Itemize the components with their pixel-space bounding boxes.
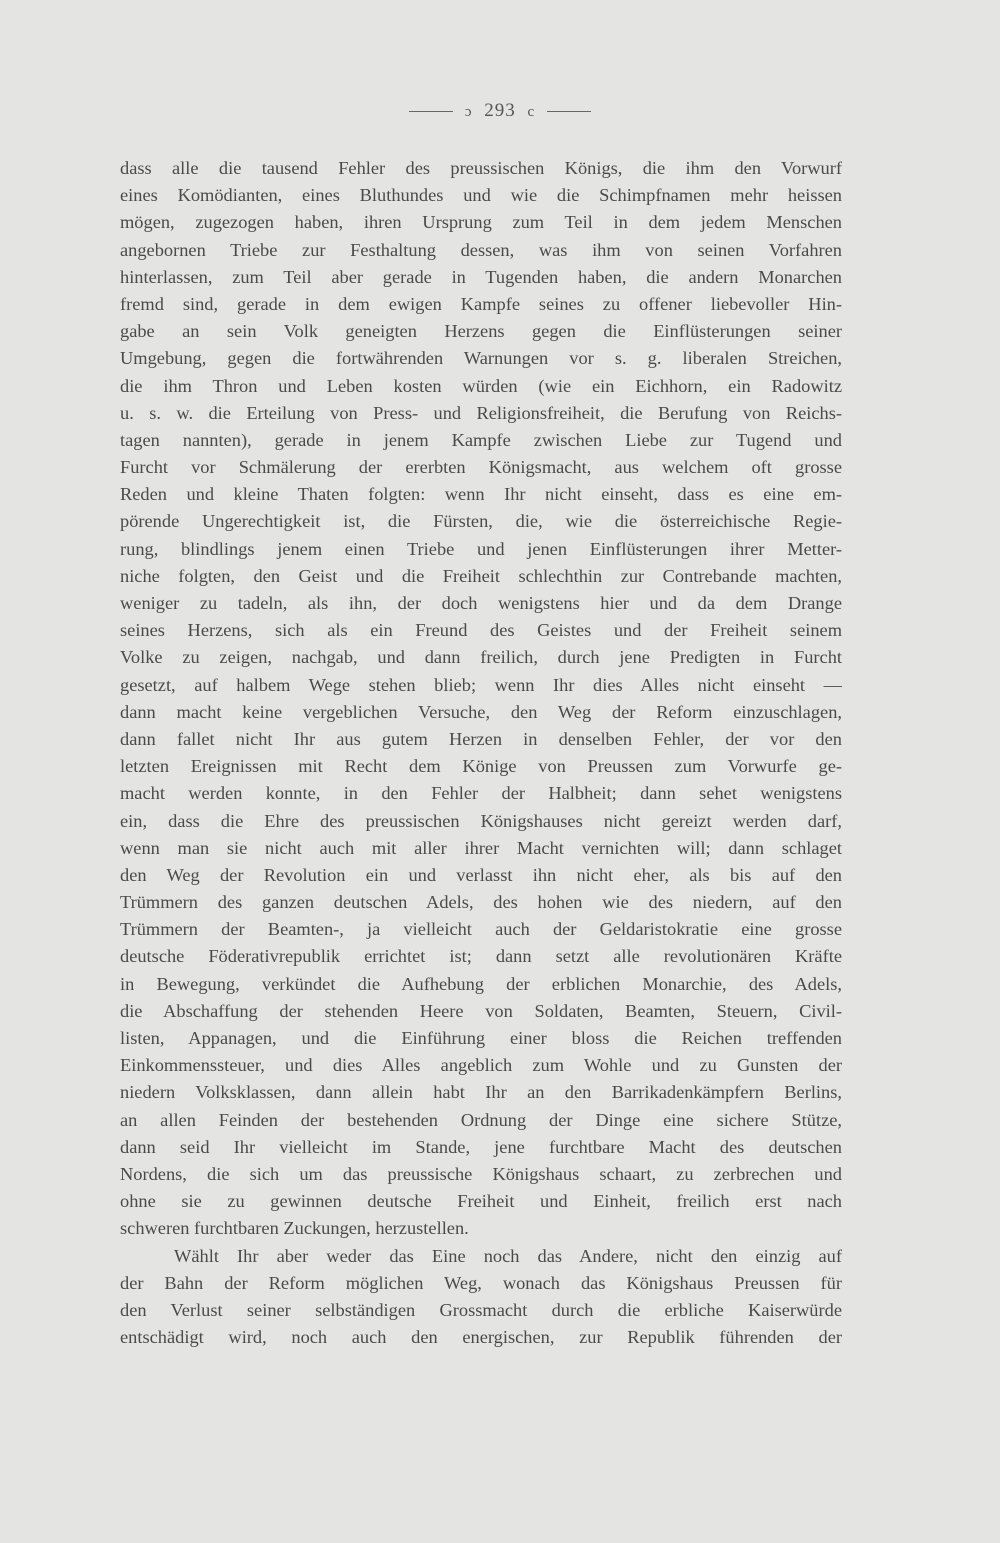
text-line: Umgebung, gegen die fortwährenden Warnungen vor s. g. liberalen Streichen, bbox=[120, 348, 842, 369]
text-line: dann seid Ihr vielleicht im Stande, jene furchtbare Macht des deutschen bbox=[120, 1136, 842, 1157]
text-line: fremd sind, gerade in dem ewigen Kampfe seines zu offener liebevoller Hin- bbox=[120, 293, 842, 314]
text-line: gesetzt, auf halbem Wege stehen blieb; wenn Ihr dies Alles nicht einseht — bbox=[120, 674, 842, 695]
body-text bbox=[120, 155, 842, 1351]
text-line: mögen, zugezogen haben, ihren Ursprung zum Teil in dem jedem Menschen bbox=[120, 212, 842, 233]
text-line: tagen nannten), gerade in jenem Kampfe zwischen Liebe zur Tugend und bbox=[120, 429, 842, 450]
text-line: dann macht keine vergeblichen Versuche, den Weg der Reform einzuschlagen, bbox=[120, 701, 842, 722]
text-line: die ihm Thron und Leben kosten würden (wie ein Eichhorn, ein Radowitz bbox=[120, 375, 842, 396]
text-line: pörende Ungerechtigkeit ist, die Fürsten, die, wie die österreichische Regie- bbox=[120, 511, 842, 532]
page-header bbox=[0, 100, 1000, 122]
text-line: rung, blindlings jenem einen Triebe und jenen Einflüsterungen ihrer Metter- bbox=[120, 538, 842, 559]
text-line: niedern Volksklassen, dann allein habt Ihr an den Barrikadenkämpfern Berlins, bbox=[120, 1082, 842, 1103]
text-line: ein, dass die Ehre des preussischen Königshauses nicht gereizt werden darf, bbox=[120, 810, 842, 831]
header-ornament-right: c bbox=[527, 104, 536, 120]
text-line: in Bewegung, verkündet die Aufhebung der erblichen Monarchie, des Adels, bbox=[120, 973, 842, 994]
text-line: den Verlust seiner selbständigen Grossmacht durch die erbliche Kaiserwürde bbox=[120, 1299, 842, 1320]
text-line: Trümmern der Beamten-, ja vielleicht auch der Geldaristokratie eine grosse bbox=[120, 919, 842, 940]
text-line: der Bahn der Reform möglichen Weg, wonach das Königshaus Preussen für bbox=[120, 1272, 842, 1293]
text-line: Trümmern des ganzen deutschen Adels, des hohen wie des niedern, auf den bbox=[120, 892, 842, 913]
text-line: gabe an sein Volk geneigten Herzens gegen die Einflüsterungen seiner bbox=[120, 321, 842, 342]
text-line: wenn man sie nicht auch mit aller ihrer Macht vernichten will; dann schlaget bbox=[120, 837, 842, 858]
header-rule-left bbox=[409, 111, 453, 112]
paragraph-first-line: Wählt Ihr aber weder das Eine noch das Andere, nicht den einzig auf bbox=[174, 1245, 842, 1266]
text-line: Nordens, die sich um das preussische Königshaus schaart, zu zerbrechen und bbox=[120, 1163, 842, 1184]
text-line: Reden und kleine Thaten folgten: wenn Ihr nicht einseht, dass es eine em- bbox=[120, 484, 842, 505]
text-line: an allen Feinden der bestehenden Ordnung der Dinge eine sichere Stütze, bbox=[120, 1109, 842, 1130]
text-line: Volke zu zeigen, nachgab, und dann freilich, durch jene Predigten in Furcht bbox=[120, 647, 842, 668]
text-line: u. s. w. die Erteilung von Press- und Religionsfreiheit, die Berufung von Reichs- bbox=[120, 402, 842, 423]
text-line: letzten Ereignissen mit Recht dem Könige von Preussen zum Vorwurfe ge- bbox=[120, 756, 842, 777]
text-line: weniger zu tadeln, als ihn, der doch wenigstens hier und da dem Drange bbox=[120, 593, 842, 613]
text-line: listen, Appanagen, und die Einführung einer bloss die Reichen treffenden bbox=[120, 1028, 842, 1048]
text-line: dass alle die tausend Fehler des preussischen Königs, die ihm den Vorwurf bbox=[120, 158, 842, 178]
text-line: macht werden konnte, in den Fehler der Halbheit; dann sehet wenigstens bbox=[120, 783, 842, 804]
text-line: Furcht vor Schmälerung der ererbten Königsmacht, aus welchem oft grosse bbox=[120, 457, 842, 478]
text-line: angebornen Triebe zur Festhaltung dessen, was ihm von seinen Vorfahren bbox=[120, 239, 842, 260]
text-line: entschädigt wird, noch auch den energischen, zur Republik führenden der bbox=[120, 1327, 842, 1348]
text-line: den Weg der Revolution ein und verlasst ihn nicht eher, als bis auf den bbox=[120, 864, 842, 885]
text-line: niche folgten, den Geist und die Freiheit schlechthin zur Contrebande machten, bbox=[120, 565, 842, 586]
text-line: hinterlassen, zum Teil aber gerade in Tugenden haben, die andern Monarchen bbox=[120, 266, 842, 287]
page-number: 293 bbox=[484, 100, 516, 121]
text-line: seines Herzens, sich als ein Freund des Geistes und der Freiheit seinem bbox=[120, 620, 842, 641]
text-line: dann fallet nicht Ihr aus gutem Herzen in denselben Fehler, der vor den bbox=[120, 728, 842, 749]
header-ornament-left: ɔ bbox=[464, 104, 473, 120]
text-line: eines Komödianten, eines Bluthundes und wie die Schimpfnamen mehr heissen bbox=[120, 185, 842, 206]
text-line: die Abschaffung der stehenden Heere von Soldaten, Beamten, Steuern, Civil- bbox=[120, 1000, 842, 1021]
text-line: deutsche Föderativrepublik errichtet ist; dann setzt alle revolutionären Kräfte bbox=[120, 946, 842, 967]
text-line: Einkommenssteuer, und dies Alles angeblich zum Wohle und zu Gunsten der bbox=[120, 1055, 842, 1076]
header-rule-right bbox=[547, 111, 591, 112]
paragraph-last-line: schweren furchtbaren Zuckungen, herzustellen. bbox=[120, 1218, 469, 1239]
text-line: ohne sie zu gewinnen deutsche Freiheit und Einheit, freilich erst nach bbox=[120, 1191, 842, 1212]
